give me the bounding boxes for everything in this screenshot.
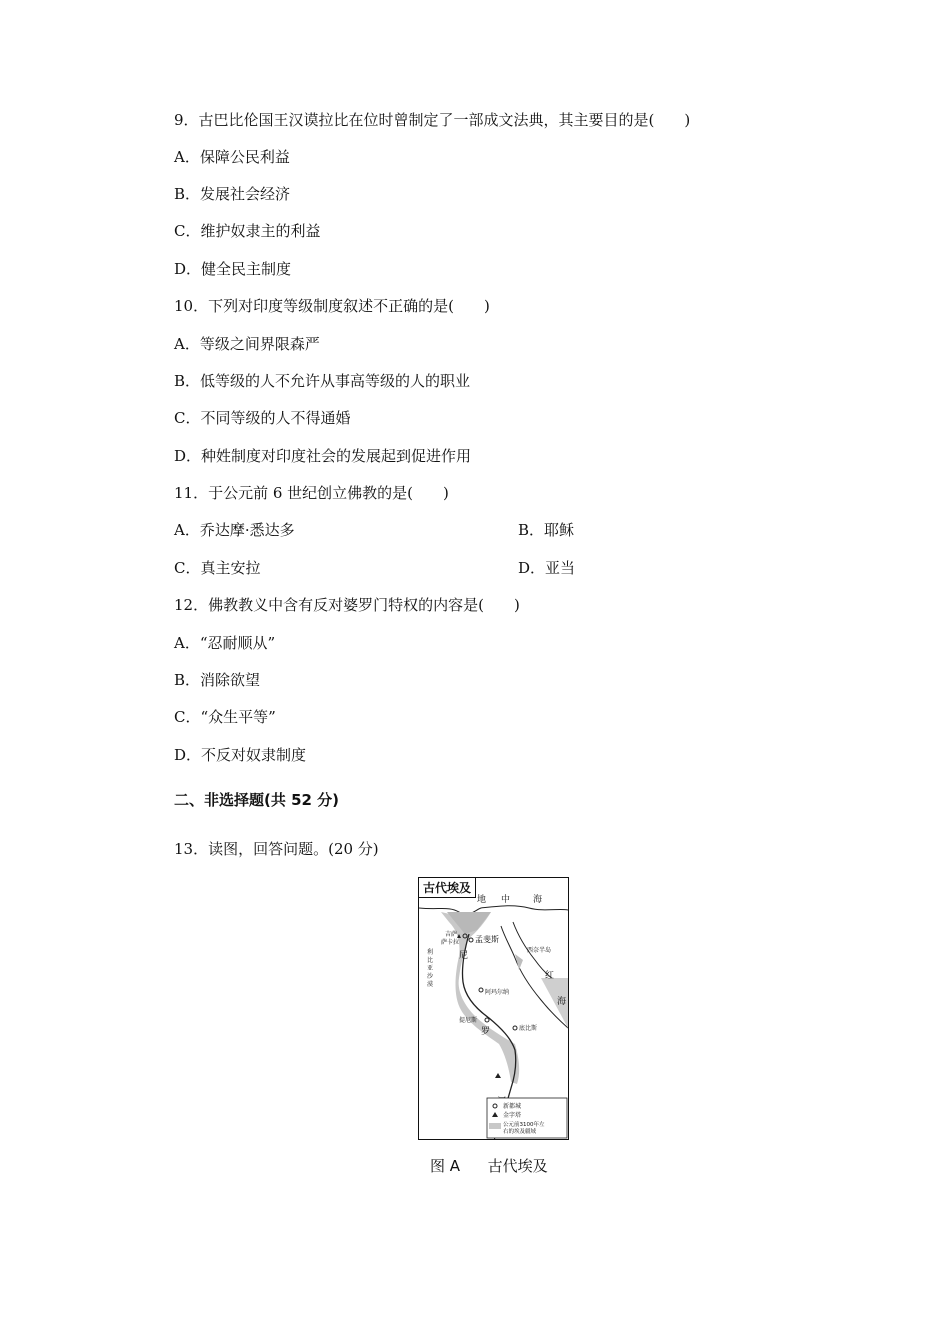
q9-option-a: A．保障公民利益 [174,148,290,166]
thinis-marker [485,1018,489,1022]
q11-option-d: D．亚当 [518,559,576,577]
label-sinai: 西奈半岛 [527,947,552,954]
figure-title: 古代埃及 [487,1157,548,1175]
map-title: 古代埃及 [419,878,476,898]
label-amarna: 阿玛尔纳 [485,989,510,996]
label-ni: 尼 [459,951,469,961]
q9-option-b: B．发展社会经济 [174,185,291,203]
q12-option-d: D．不反对奴隶制度 [174,746,307,764]
label-saqqara: 萨卡拉 [441,939,460,946]
legend-territory-line: 公元前3100年左 [503,1122,545,1128]
q11-option-b: B．耶稣 [518,521,575,539]
q10-stem: 10．下列对印度等级制度叙述不正确的是( ) [174,297,490,315]
q13-stem: 13．读图，回答问题。(20 分) [174,840,379,858]
label-giza: 吉萨 [445,931,458,938]
legend-pyramid: 金字塔 [503,1112,522,1119]
q11-stem: 11．于公元前 6 世纪创立佛教的是( ) [174,484,449,502]
ancient-egypt-map [418,877,569,1140]
label-libya-4: 沙 [427,973,434,980]
legend-capital: 新都城 [503,1103,522,1110]
figure-number: 图 A [430,1157,461,1175]
amarna-marker [479,988,483,992]
q10-option-a: A．等级之间界限森严 [174,335,320,353]
q9-option-c: C．维护奴隶主的利益 [174,222,321,240]
q12-option-a: A．“忍耐顺从” [174,634,276,652]
label-memphis: 孟斐斯 [475,935,499,944]
legend-territory-swatch [489,1123,501,1129]
label-thebes: 底比斯 [519,1025,538,1032]
pyramid-icon [495,1073,501,1078]
label-di: 地 [477,895,487,905]
label-libya-5: 漠 [427,981,434,988]
label-thinis: 提尼斯 [459,1017,478,1024]
label-luo: 罗 [481,1027,491,1037]
thebes-marker [513,1026,517,1030]
q10-option-c: C．不同等级的人不得通婚 [174,409,351,427]
figure-caption [430,1155,548,1176]
q9-stem: 9．古巴比伦国王汉谟拉比在位时曾制定了一部成文法典，其主要目的是( ) [174,111,691,129]
label-zhong: 中 [501,895,511,905]
q10-option-b: B．低等级的人不允许从事高等级的人的职业 [174,372,471,390]
q12-option-b: B．消除欲望 [174,671,261,689]
legend-territory-line: 右的埃及疆域 [503,1129,537,1135]
label-libya-1: 利 [427,949,434,956]
label-red-sea: 红 [545,971,555,981]
q12-option-c: C．“众生平等” [174,708,276,726]
label-libya-3: 亚 [427,965,434,972]
memphis-marker [469,938,473,942]
label-libya-2: 比 [427,957,434,964]
q10-option-d: D．种姓制度对印度社会的发展起到促进作用 [174,447,472,465]
section-title: 二、非选择题(共 52 分) [174,791,340,809]
red-sea-west-coast [501,926,568,1028]
q12-stem: 12．佛教教义中含有反对婆罗门特权的内容是( ) [174,596,520,614]
q11-option-a: A．乔达摩·悉达多 [174,521,295,539]
q9-option-d: D．健全民主制度 [174,260,292,278]
q11-option-c: C．真主安拉 [174,559,261,577]
label-hai: 海 [533,895,543,905]
map-drawing [419,878,568,1139]
label-red-sea-2: 海 [557,997,567,1007]
